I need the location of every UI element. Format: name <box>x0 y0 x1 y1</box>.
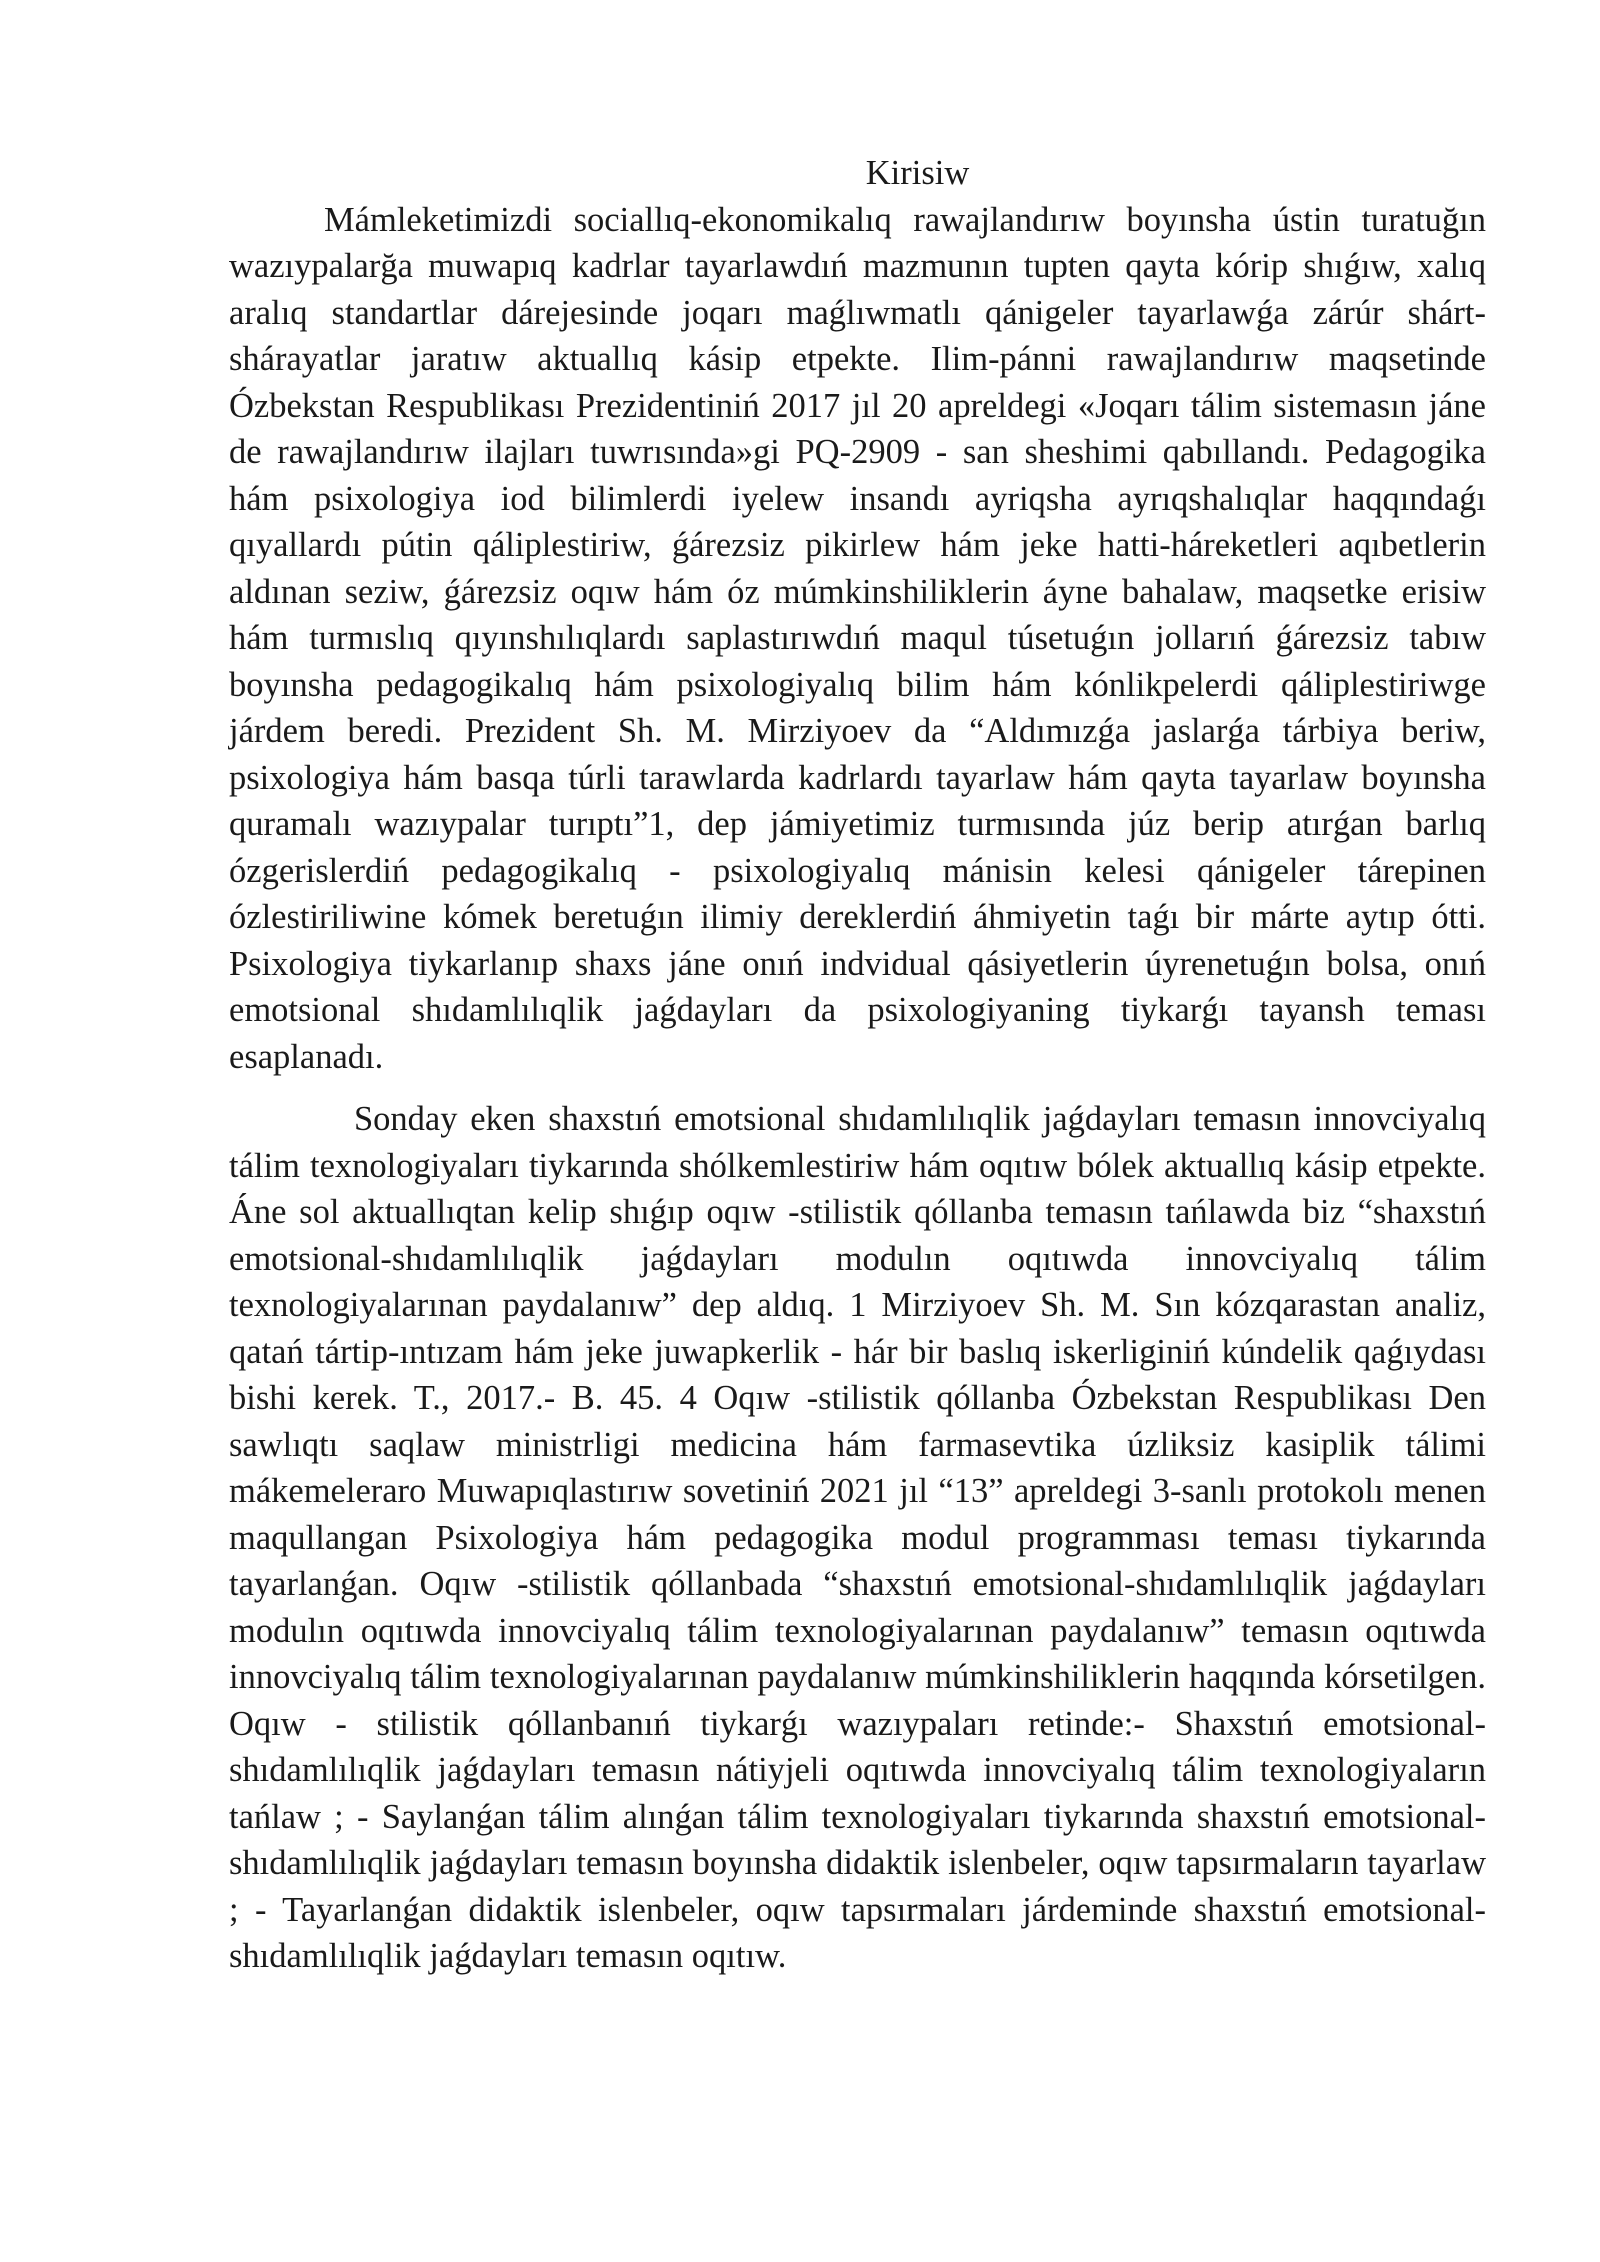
paragraph-2: Sonday eken shaxstıń emotsional shıdamlılıqlik jaǵdayları temasın innovciyalıq tálim texnologiyaları tiykarında shólkemlestiriw hám oqıtıw bólek aktuallıq kásip etpekte. Áne sol aktuallıqtan kelip shıǵıp oqıw -stilistik qóllanba temasın tańlawda biz “shaxstıń emotsional-shıdamlılıqlik jaǵdayları modulın oqıtıwda innovciyalıq tálim texnologiyalarınan paydalanıw” dep aldıq. 1 Mirziyoev Sh. M. Sın kózqarastan analiz, qatań tártip-ıntızam hám jeke juwapkerlik - hár bir baslıq iskerliginiń kúndelik qaǵıydası bishi kerek. T., 2017.- B. 45. 4 Oqıw -stilistik qóllanba Ózbekstan Respublikası Den sawlıqtı saqlaw ministrligi medicina hám farmasevtika úzliksiz kasiplik tálimi mákemeleraro Muwapıqlastırıw sovetiniń 2021 jıl “13” apreldegi 3-sanlı protokolı menen maqullangan Psixologiya hám pedagogika modul programması teması tiykarında tayarlanǵan. Oqıw -stilistik qóllanbada “shaxstıń emotsional-shıdamlılıqlik jaǵdayları modulın oqıtıwda innovciyalıq tálim texnologiyalarınan paydalanıw” temasın oqıtıwda innovciyalıq tálim texnologiyalarınan paydalanıw múmkinshiliklerin haqqında kórsetilgen. Oqıw - stilistik qóllanbanıń tiykarǵı wazıypaları retinde:- Shaxstıń emotsional-shıdamlılıqlik jaǵdayları temasın nátiyjeli oqıtıwda innovciyalıq tálim texnologiyaların tańlaw ; - Saylanǵan tálim alınǵan tálim texnologiyaları tiykarında shaxstıń emotsional-shıdamlılıqlik jaǵdayları temasın boyınsha didaktik islenbeler, oqıw tapsırmaların tayarlaw ; - Tayarlanǵan didaktik islenbeler, oqıw tapsırmaları járdeminde shaxstıń emotsional-shıdamlılıqlik jaǵdayları temasın oqıtıw. <box>229 1100 1486 1975</box>
page-title: Kirisiw <box>865 154 970 192</box>
paragraph-1: Mámleketimizdi sociallıq-ekonomikalıq rawajlandırıw boyınsha ústin turatuğın wazıypalarğa muwapıq kadrlar tayarlawdıń mazmunın tupten qayta kórip shıǵıw, xalıq aralıq standartlar dárejesinde joqarı maǵlıwmatlı qánigeler tayarlawǵa zárúr shárt-shárayatlar jaratıw aktuallıq kásip etpekte. Ilim-pánni rawajlandırıw maqsetinde Ózbekstan Respublikası Prezidentiniń 2017 jıl 20 apreldegi «Joqarı tálim sistemasın jáne de rawajlandırıw ilajları tuwrısında»gi PQ-2909 - san sheshimi qabıllandı. Pedagogika hám psixologiya iod bilimlerdi iyelew insandı ayriqsha ayrıqshalıqlar haqqındaǵı qıyallardı pútin qáliplestiriw, ǵárezsiz pikirlew hám jeke hatti-háreketleri aqıbetlerin aldınan seziw, ǵárezsiz oqıw hám óz múmkinshiliklerin áyne bahalaw, maqsetke erisiw hám turmıslıq qıyınshılıqlardı saplastırıwdıń maqul túsetuǵın jollarıń ǵárezsiz tabıw boyınsha pedagogikalıq hám psixologiyalıq bilim hám kónlikpelerdi qáliplestiriwge járdem beredi. Prezident Sh. M. Mirziyoev da “Aldımızǵa jaslarǵa tárbiya beriw, psixologiya hám basqa túrli tarawlarda kadrlardı tayarlaw hám qayta tayarlaw boyınsha quramalı wazıypalar turıptı”1, dep jámiyetimiz turmısında júz berip atırǵan barlıq ózgerislerdiń pedagogikalıq - psixologiyalıq mánisin kelesi qánigeler tárepinen ózlestiriliwine kómek beretuǵın ilimiy dereklerdiń áhmiyetin taǵı bir márte aytıp ótti. Psixologiya tiykarlanıp shaxs jáne onıń indvidual qásiyetlerin úyrenetuǵın bolsa, onıń emotsional shıdamlılıqlik jaǵdayları da psixologiyaning tiykarǵı tayansh teması esaplanadı. <box>229 200 1486 1076</box>
document-body <box>229 150 1486 1980</box>
